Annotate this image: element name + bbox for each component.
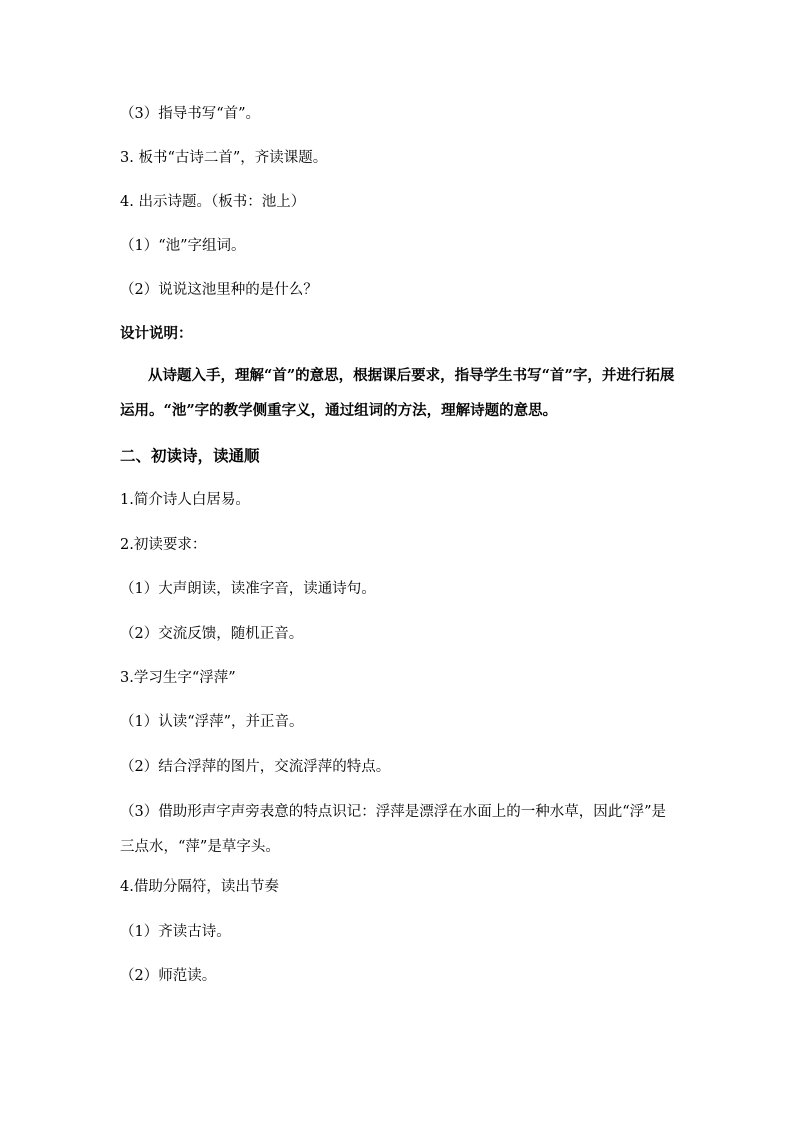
text-line-show-title: 4. 出示诗题。（板书：池上） — [120, 194, 306, 210]
text-line-rhythm: 4.借助分隔符，读出节奏 — [120, 879, 279, 895]
text-line-read-requirements: 2.初读要求： — [120, 537, 207, 553]
text-paragraph-phonetic: （3）借助形声字声旁表意的特点识记：浮萍是漂浮在水面上的一种水草，因此“浮”是三点水，“萍”是草字头。 — [120, 804, 667, 855]
text-line-read-together: （1）齐读古诗。 — [120, 924, 231, 940]
design-note-paragraph: 从诗题入手，理解“首”的意思，根据课后要求，指导学生书写“首”字，并进行拓展运用。“池”字的教学侧重字义，通过组词的方法，理解诗题的意思。 — [120, 367, 675, 419]
text-line-new-chars: 3.学习生字“浮萍” — [120, 670, 236, 686]
text-line-read-aloud: （1）大声朗读，读准字音，读通诗句。 — [120, 581, 376, 597]
text-line-teacher-demo: （2）师范读。 — [120, 968, 217, 984]
design-note-label: 设计说明： — [120, 325, 193, 342]
text-line-poet-intro: 1.简介诗人白居易。 — [120, 492, 250, 508]
text-line-word-group: （1）“池”字组词。 — [120, 238, 246, 254]
text-line-feedback: （2）交流反馈，随机正音。 — [120, 626, 304, 642]
text-line-recognize: （1）认读“浮萍”，并正音。 — [120, 714, 304, 730]
text-line-board-title: 3. 板书“古诗二首”，齐读课题。 — [120, 150, 328, 166]
text-line-guide-write: （3）指导书写“首”。 — [120, 106, 261, 122]
section-heading-2: 二、初读诗，读通顺 — [120, 446, 260, 465]
text-line-picture: （2）结合浮萍的图片，交流浮萍的特点。 — [120, 759, 391, 775]
text-line-question: （2）说说这池里种的是什么？ — [120, 282, 318, 298]
